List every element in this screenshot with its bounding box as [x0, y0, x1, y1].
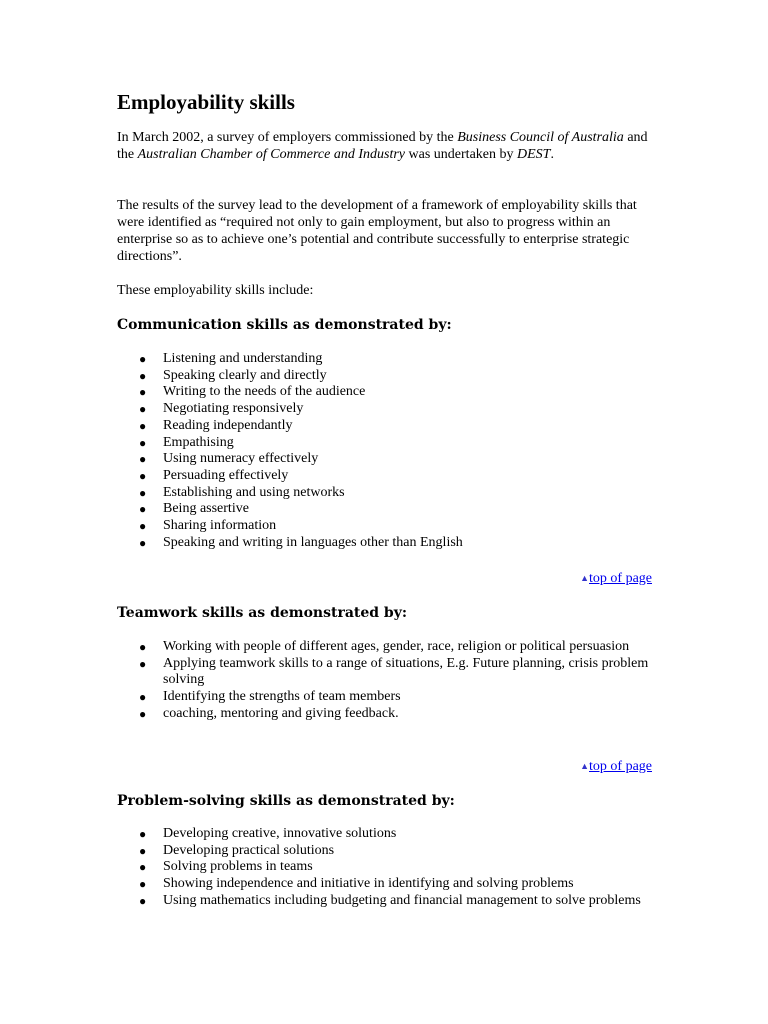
bullet-icon: ●: [139, 535, 147, 550]
bullet-icon: ●: [139, 519, 147, 534]
top-of-page-link-text[interactable]: top of page: [589, 759, 652, 774]
list-item: [117, 518, 657, 535]
list-item-text: Empathising: [163, 434, 234, 450]
framework-paragraph: The results of the survey lead to the development of a framework of employability skills that were identified as “required not only to gain employment, but also to progress within an enterprise so as to achieve one’s potential and contribute successfully to enterprise strategic directions”.: [117, 198, 637, 264]
section-heading-teamwork: Teamwork skills as demonstrated by:: [117, 605, 408, 621]
bullet-icon: ●: [139, 860, 147, 875]
list-item: [117, 689, 657, 706]
list-item-text: Developing creative, innovative solutions: [163, 826, 397, 841]
section-heading-problem-solving: Problem-solving skills as demonstrated by:: [117, 793, 455, 809]
list-item: [117, 876, 657, 893]
list-item: [117, 706, 657, 723]
list-item-text: Negotiating responsively: [163, 401, 304, 417]
list-item-text: Listening and understanding: [163, 351, 323, 366]
list-item: [117, 535, 657, 552]
up-triangle-icon: ▲: [580, 761, 590, 771]
business-council-name: Business Council of Australia: [457, 130, 624, 145]
list-item: [117, 656, 657, 689]
bullet-icon: ●: [139, 402, 147, 417]
list-item: [117, 859, 657, 876]
bullet-icon: ●: [139, 706, 147, 721]
list-item: [117, 485, 657, 502]
list-item: [117, 843, 657, 860]
list-item: [117, 468, 657, 485]
chamber-of-commerce-name: Australian Chamber of Commerce and Industry: [137, 147, 406, 162]
top-of-page-link-1[interactable]: [580, 570, 652, 587]
top-of-page-link-text[interactable]: top of page: [589, 571, 652, 586]
bullet-icon: ●: [139, 418, 147, 433]
bullet-icon: ●: [139, 640, 147, 654]
list-item-text: Establishing and using networks: [163, 484, 345, 500]
problem-solving-skills-list: [117, 826, 657, 910]
list-item-text: Working with people of different ages, gender, race, religion or political persuasion: [163, 639, 630, 654]
list-item-text: Persuading effectively: [163, 467, 289, 483]
intro-text: In March 2002, a survey of employers commissioned by the: [117, 130, 458, 145]
top-of-page-link-2[interactable]: [580, 758, 652, 775]
list-item: [117, 384, 657, 401]
list-item-text: Applying teamwork skills to a range of situations, E.g. Future planning, crisis problem solving: [163, 655, 649, 688]
intro-text: and the: [117, 130, 648, 162]
list-item-text: Using mathematics including budgeting and financial management to solve problems: [163, 892, 641, 908]
bullet-icon: ●: [139, 385, 147, 400]
bullet-icon: ●: [139, 368, 147, 383]
bullet-icon: ●: [139, 468, 147, 483]
bullet-icon: ●: [139, 690, 147, 705]
list-item: [117, 893, 657, 910]
intro-text: .: [550, 147, 554, 162]
list-item-text: Showing independence and initiative in identifying and solving problems: [163, 876, 574, 892]
bullet-icon: ●: [139, 502, 147, 517]
list-item: [117, 435, 657, 452]
bullet-icon: ●: [139, 435, 147, 450]
list-item-text: Developing practical solutions: [163, 842, 335, 858]
up-triangle-icon: ▲: [580, 573, 590, 583]
page-title: Employability skills: [117, 90, 295, 114]
list-item: [117, 826, 657, 843]
list-item-text: Speaking and writing in languages other than English: [163, 534, 463, 550]
list-item-text: coaching, mentoring and giving feedback.: [163, 705, 399, 721]
list-item: [117, 501, 657, 518]
communication-skills-list: [117, 351, 657, 551]
section-heading-communication: Communication skills as demonstrated by:: [117, 317, 452, 333]
teamwork-skills-list: [117, 639, 657, 723]
list-item-text: Identifying the strengths of team members: [163, 689, 401, 705]
list-item: [117, 401, 657, 418]
bullet-icon: ●: [139, 452, 147, 467]
bullet-icon: ●: [139, 827, 147, 841]
bullet-icon: ●: [139, 893, 147, 908]
list-item-text: Being assertive: [163, 501, 249, 517]
list-item-text: Using numeracy effectively: [163, 451, 319, 467]
list-item: [117, 351, 657, 368]
list-item: [117, 639, 657, 656]
dest-name: DEST: [517, 147, 551, 162]
intro-paragraph: [117, 129, 657, 163]
bullet-icon: ●: [139, 656, 147, 671]
list-item-text: Writing to the needs of the audience: [163, 384, 366, 400]
list-item: [117, 451, 657, 468]
bullet-icon: ●: [139, 352, 147, 366]
list-item-text: Sharing information: [163, 518, 277, 534]
skills-include-paragraph: These employability skills include:: [117, 283, 314, 298]
bullet-icon: ●: [139, 877, 147, 892]
bullet-icon: ●: [139, 843, 147, 858]
list-item: [117, 418, 657, 435]
bullet-icon: ●: [139, 485, 147, 500]
intro-text: was undertaken by: [405, 147, 517, 162]
list-item-text: Speaking clearly and directly: [163, 367, 327, 383]
list-item: [117, 368, 657, 385]
list-item-text: Solving problems in teams: [163, 859, 313, 875]
list-item-text: Reading independantly: [163, 417, 293, 433]
